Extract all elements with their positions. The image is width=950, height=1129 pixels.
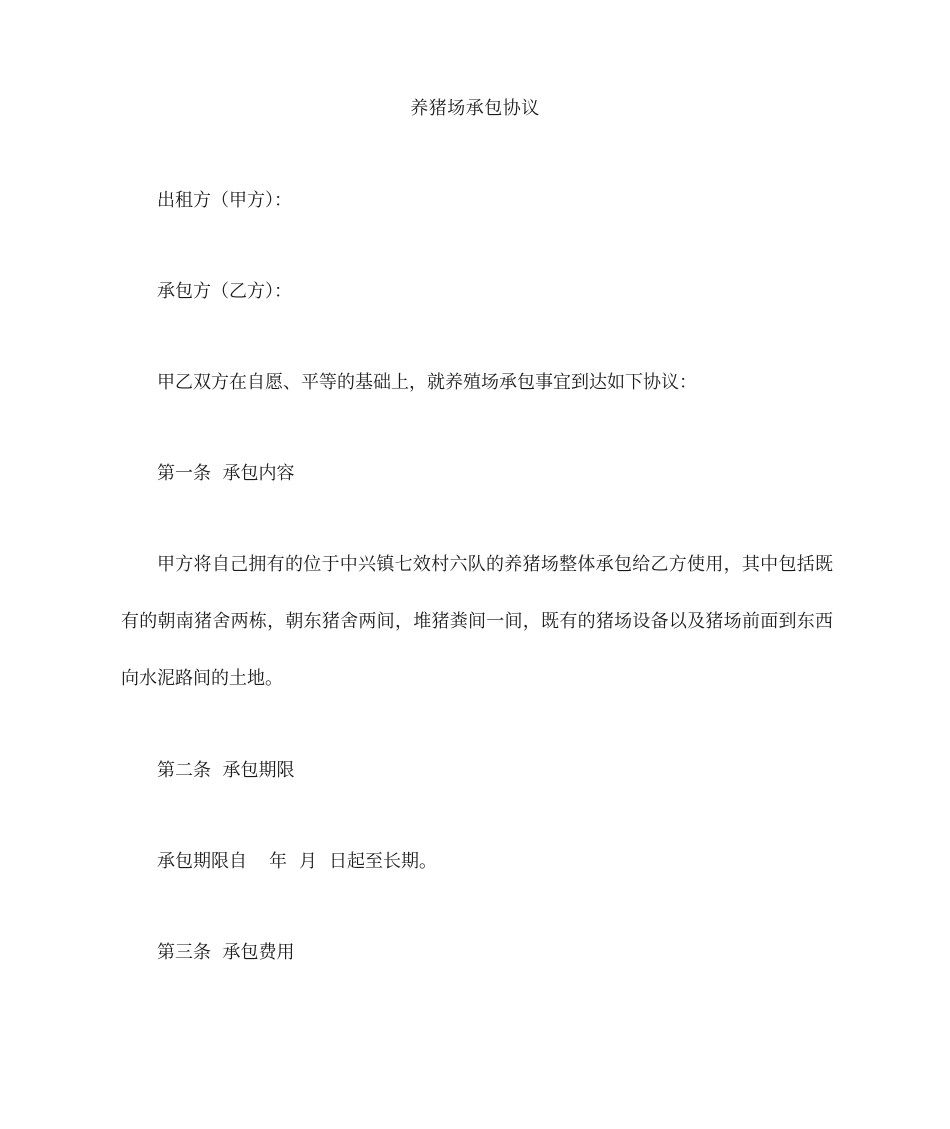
article-2-body [157,849,437,875]
article-3-heading: 第三条 承包费用 [157,942,295,963]
article-1-body: 甲方将自己拥有的位于中兴镇七效村六队的养猪场整体承包给乙方使用，其中包括既有的朝南猪舍两栋，朝东猪舍两间，堆猪粪间一间，既有的猪场设备以及猪场前面到东西向水泥路间的土地。 [121,554,833,689]
article-2-suffix: 日起至长期。 [329,851,437,872]
article-2-month: 月 [299,851,317,872]
article-1-heading: 第一条 承包内容 [157,463,295,484]
lessee-line: 承包方（乙方）： [157,281,292,302]
article-2-year: 年 [269,851,287,872]
document-title: 养猪场承包协议 [410,98,540,119]
intro-paragraph: 甲乙双方在自愿、平等的基础上，就养殖场承包事宜到达如下协议： [157,372,697,393]
article-2-heading: 第二条 承包期限 [157,760,295,781]
article-2-prefix: 承包期限自 [157,851,247,872]
lessor-line: 出租方（甲方）： [157,190,292,211]
